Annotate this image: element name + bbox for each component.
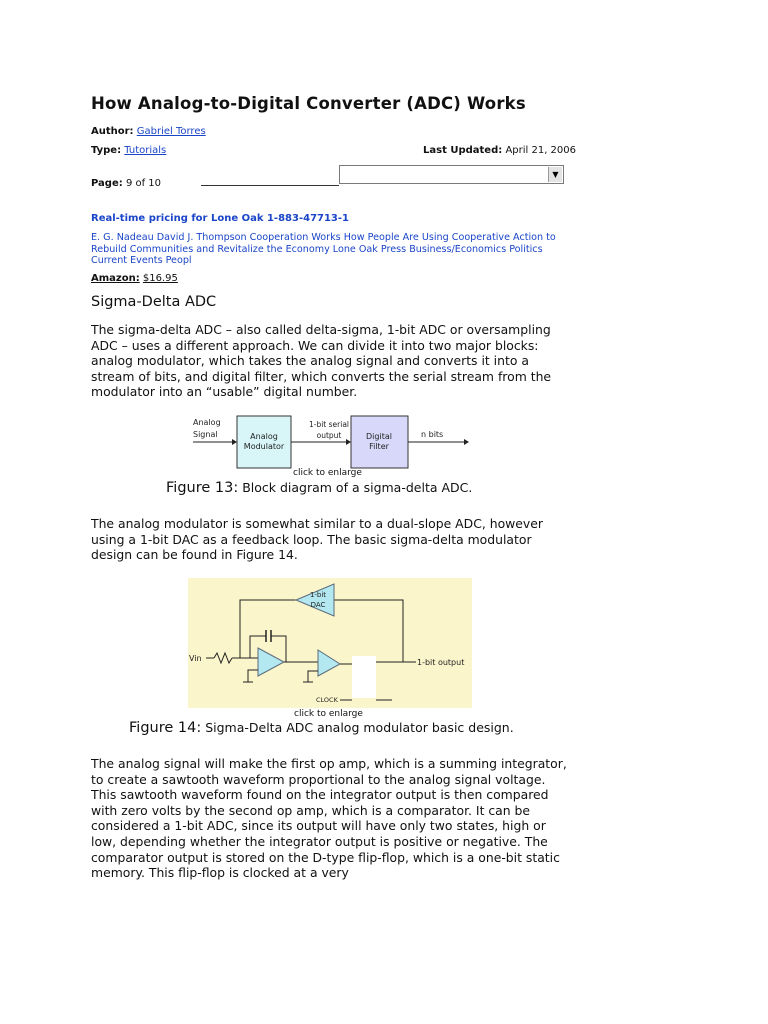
fig13-block1-label-2: Modulator <box>243 442 285 451</box>
fig14-output-label: 1-bit output <box>417 658 465 667</box>
type-line <box>91 145 166 156</box>
type-label: Type: <box>91 145 122 156</box>
figure-13-caption <box>166 480 472 496</box>
fig13-mid-label-1: 1-bit serial <box>308 420 350 429</box>
fig13-mid-arrowhead <box>346 439 351 445</box>
figure-13-caption-label: Figure 13: <box>166 480 239 496</box>
type-link[interactable]: Tutorials <box>124 145 167 156</box>
fig13-block1-label-1: Analog <box>250 432 278 441</box>
fig13-input-label-1: Analog <box>193 418 221 427</box>
chevron-down-icon[interactable]: ▼ <box>548 167 562 182</box>
page-value: 9 of 10 <box>125 178 162 189</box>
figure-13-enlarge-link[interactable]: click to enlarge <box>293 468 362 478</box>
figure-13-caption-text: Block diagram of a sigma-delta ADC. <box>242 480 473 495</box>
fig13-block2-label-2: Filter <box>369 442 389 451</box>
fig13-mid-label-2: output <box>316 431 342 440</box>
last-updated-label: Last Updated: <box>423 145 503 156</box>
amazon-label: Amazon: <box>91 273 140 284</box>
amazon-price <box>91 273 178 284</box>
fig14-vin-label: Vin <box>189 654 202 663</box>
divider <box>201 185 339 186</box>
author-link[interactable]: Gabriel Torres <box>136 126 206 137</box>
fig13-output-label: n bits <box>421 430 444 439</box>
paragraph-modulator: The analog modulator is somewhat similar to a dual-slope ADC, however using a 1-bit DAC as a feedback loop. The basic sigma-delta modulator design can be found in Figure 14. <box>91 516 543 563</box>
author-line <box>91 126 206 137</box>
page-select[interactable] <box>339 165 564 184</box>
page-label: Page: <box>91 178 123 189</box>
ad-description-link[interactable]: E. G. Nadeau David J. Thompson Cooperation Works How People Are Using Cooperative Action to Rebuild Communities and Revitalize the Economy Lone Oak Press Business/Economics Politics Current Events Peopl <box>91 232 556 266</box>
last-updated <box>423 145 576 156</box>
page-title: How Analog-to-Digital Converter (ADC) Works <box>91 94 526 113</box>
fig13-input-label-2: Signal <box>193 430 218 439</box>
figure-14-enlarge-link[interactable]: click to enlarge <box>294 709 363 719</box>
fig13-block2-label-1: Digital <box>366 432 392 441</box>
fig13-output-arrowhead <box>464 439 469 445</box>
fig14-dac-label-2: DAC <box>310 601 326 609</box>
figure-14-caption <box>129 720 514 736</box>
figure-14-caption-label: Figure 14: <box>129 720 202 736</box>
section-heading: Sigma-Delta ADC <box>91 294 217 310</box>
paragraph-intro: The sigma-delta ADC – also called delta-sigma, 1-bit ADC or oversampling ADC – uses a different approach. We can divide it into two major blocks: analog modulator, which takes the analog signal and converts it into a stream of bits, and digital filter, which converts the serial stream from the modulator into an “usable” digital number. <box>91 322 552 400</box>
fig14-flipflop <box>352 656 376 698</box>
figure-14-diagram[interactable] <box>188 578 472 708</box>
figure-14-caption-text: Sigma-Delta ADC analog modulator basic design. <box>205 720 514 735</box>
figure-13-diagram[interactable] <box>191 414 473 472</box>
fig14-dac-label-1: 1-bit <box>309 591 327 599</box>
fig13-input-arrowhead <box>232 439 237 445</box>
fig14-clock-label: CLOCK <box>316 696 338 704</box>
page-indicator <box>91 178 161 189</box>
ad-title-link[interactable]: Real-time pricing for Lone Oak 1-883-47713-1 <box>91 213 350 224</box>
paragraph-integrator: The analog signal will make the first op amp, which is a summing integrator, to create a sawtooth waveform proportional to the analog signal voltage. This sawtooth waveform found on the integrator output is then compared with zero volts by the second op amp, which is a comparator. It can be considered a 1-bit ADC, since its output will have only two states, high or low, depending whether the integrator output is positive or negative. The comparator output is stored on the D-type flip-flop, which is a one-bit static memory. This flip-flop is clocked at a very <box>91 756 567 881</box>
last-updated-value: April 21, 2006 <box>505 145 577 156</box>
author-label: Author: <box>91 126 134 137</box>
amazon-price-link[interactable]: $16.95 <box>142 273 178 284</box>
